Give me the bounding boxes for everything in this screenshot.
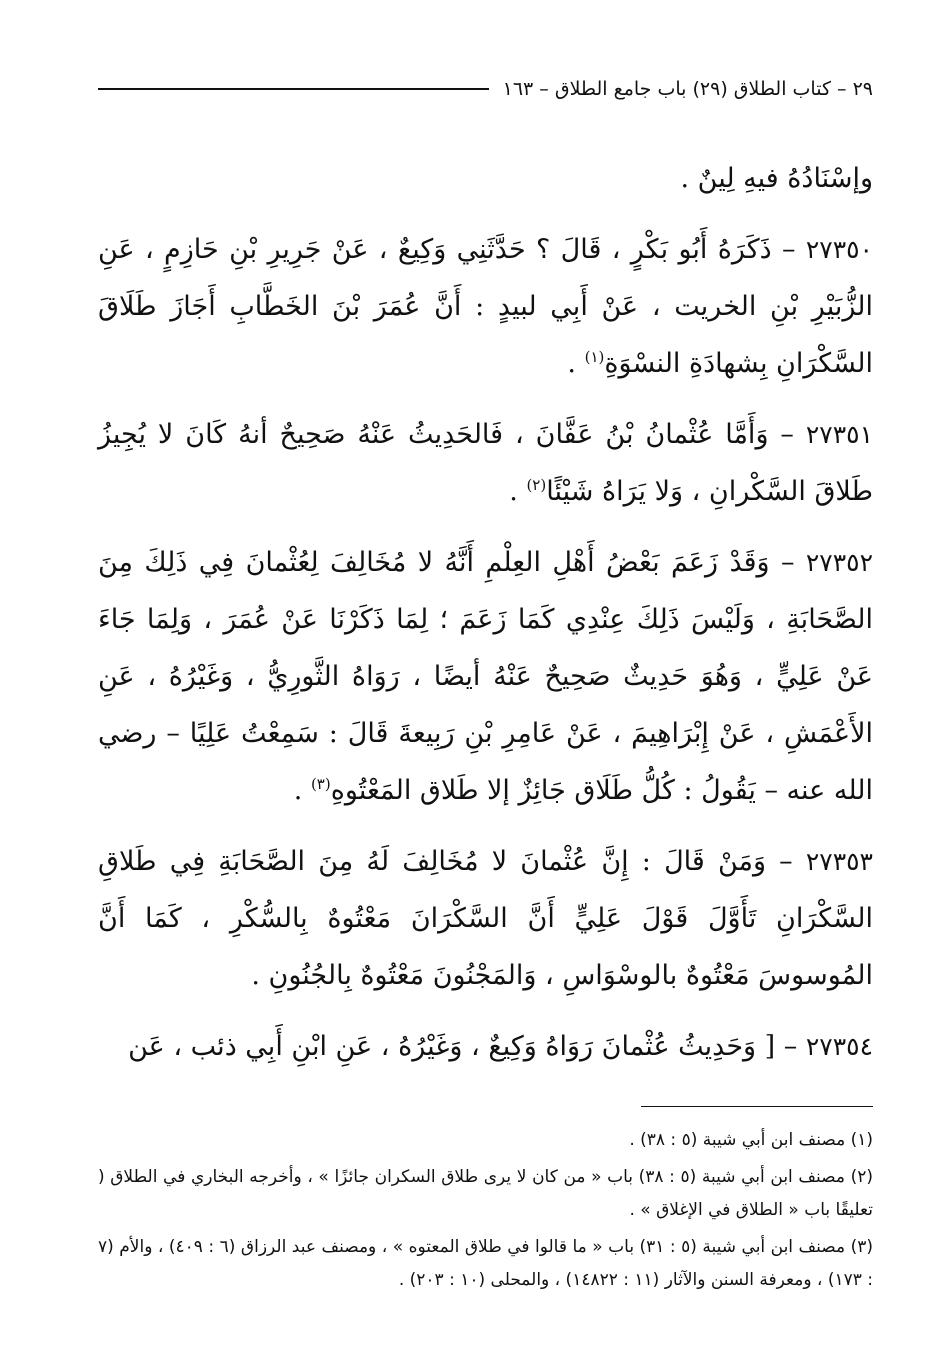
footnote-1: (١) مصنف ابن أبي شيبة (٥ : ٣٨) . — [629, 1130, 873, 1150]
paragraph-number: ٢٧٣٥٣ — [805, 847, 873, 876]
footnote-3: (٣) مصنف ابن أبي شيبة (٥ : ٣١) باب « ما قالوا في طلاق المعتوه » ، ومصنف عبد الرزاق (٦ : ٤٠٩) ، والأم (٧ : ١٧٣) ، ومعرفة السنن والآثار (١١ : ١٤٨٢٢) ، والمحلى (١٠ : ٢٠٣) . — [98, 1237, 873, 1290]
paragraph-tail: . — [509, 476, 527, 507]
paragraph-27354 — [98, 1018, 873, 1075]
footnote-ref[interactable]: (١) — [584, 348, 605, 366]
paragraph-number: ٢٧٣٥٤ — [805, 1032, 873, 1061]
paragraph-number: ٢٧٣٥٢ — [805, 548, 873, 577]
paragraph-text: – وَمَنْ قَالَ : إِنَّ عُثْمانَ لا مُخَالِفَ لَهُ مِنَ الصَّحَابَةِ فِي طَلاقِ السَّكْرَانِ تَأَوَّلَ قَوْلَ عَلِيٍّ أَنَّ السَّكْرَانَ مَعْتُوهٌ بِالسُّكْرِ ، كَمَا أَنَّ المُوسوسَ مَعْتُوهٌ بالوسْوَاسِ ، وَالمَجْنُونَ مَعْتُوهٌ بِالجُنُونِ . — [98, 846, 873, 991]
paragraph-27352 — [98, 534, 873, 819]
paragraph-27350 — [98, 221, 873, 392]
paragraph-text: – وَأَمَّا عُثْمانُ بْنُ عَفَّانَ ، فَالحَدِيثُ عَنْهُ صَحِيحٌ أنهُ كَانَ لا يُجِيزُ طَلاقَ السَّكْرانِ ، وَلا يَرَاهُ شَيْئًا — [98, 419, 873, 507]
paragraph-text: – وَقَدْ زَعَمَ بَعْضُ أَهْلِ العِلْمِ أَنَّهُ لا مُخَالِفَ لِعُثْمانَ فِي ذَلِكَ مِنَ الصَّحَابَةِ ، وَلَيْسَ ذَلِكَ عِنْدِي كَمَا زَعَمَ ؛ لِمَا ذَكَرْنَا عَنْ عُمَرَ ، وَلِمَا جَاءَ عَنْ عَلِيٍّ ، وَهُوَ حَدِيثٌ صَحِيحٌ عَنْهُ أيضًا ، رَوَاهُ الثَّورِيُّ ، وَغَيْرُهُ ، عَنِ الأَعْمَشِ ، عَنْ إِبْرَاهِيمَ ، عَنْ عَامِرِ بْنِ رَبِيعةَ قَالَ : سَمِعْتُ عَلِيًا – رضي الله عنه – يَقُولُ : كُلُّ طَلَاق جَائِزٌ إلا طَلاق المَعْتُوهِ — [98, 547, 873, 806]
paragraph-number: ٢٧٣٥٠ — [805, 235, 873, 264]
running-head-rule — [98, 88, 489, 90]
running-head — [98, 74, 873, 104]
body-text — [98, 150, 873, 1089]
paragraph-text: وإسْنَادُهُ فيهِ لِينٌ . — [680, 163, 873, 194]
paragraph-tail: . — [293, 775, 311, 806]
paragraph-tail: . — [567, 348, 585, 379]
paragraph-text: – [ وَحَدِيثُ عُثْمانَ رَوَاهُ وَكِيعٌ ، وَغَيْرُهُ ، عَنِ ابْنِ أَبِي ذئب ، عَن — [128, 1031, 798, 1062]
paragraph-text: – ذَكَرَهُ أَبُو بَكْرٍ ، قَالَ ؟ حَدَّثَنِي وَكِيعٌ ، عَنْ جَرِيرِ بْنِ حَازِمٍ ، عَنِ الزُّبَيْرِ بْنِ الخريت ، عَنْ أَبِي لبيدٍ : أَنَّ عُمَرَ بْنَ الخَطَّابِ أَجَازَ طَلَاقَ السَّكْرَانِ بِشهادَةِ النسْوَةِ — [98, 234, 873, 379]
paragraph-intro — [98, 150, 873, 207]
footnote-2: (٢) مصنف ابن أبي شيبة (٥ : ٣٨) باب « من كان لا يرى طلاق السكران جائزًا » ، وأخرجه البخاري في الطلاق ( تعليقًا باب « الطلاق في الإغلاق » . — [98, 1167, 873, 1220]
paragraph-number: ٢٧٣٥١ — [805, 420, 873, 449]
paragraph-27351 — [98, 406, 873, 520]
footnote-divider — [641, 1106, 873, 1107]
footnote-ref[interactable]: (٣) — [310, 775, 331, 793]
running-head-text: ٢٩ – كتاب الطلاق (٢٩) باب جامع الطلاق – ١٦٣ — [502, 78, 873, 100]
footnote-ref[interactable]: (٢) — [526, 476, 547, 494]
footnotes — [98, 1124, 873, 1301]
paragraph-27353 — [98, 833, 873, 1004]
